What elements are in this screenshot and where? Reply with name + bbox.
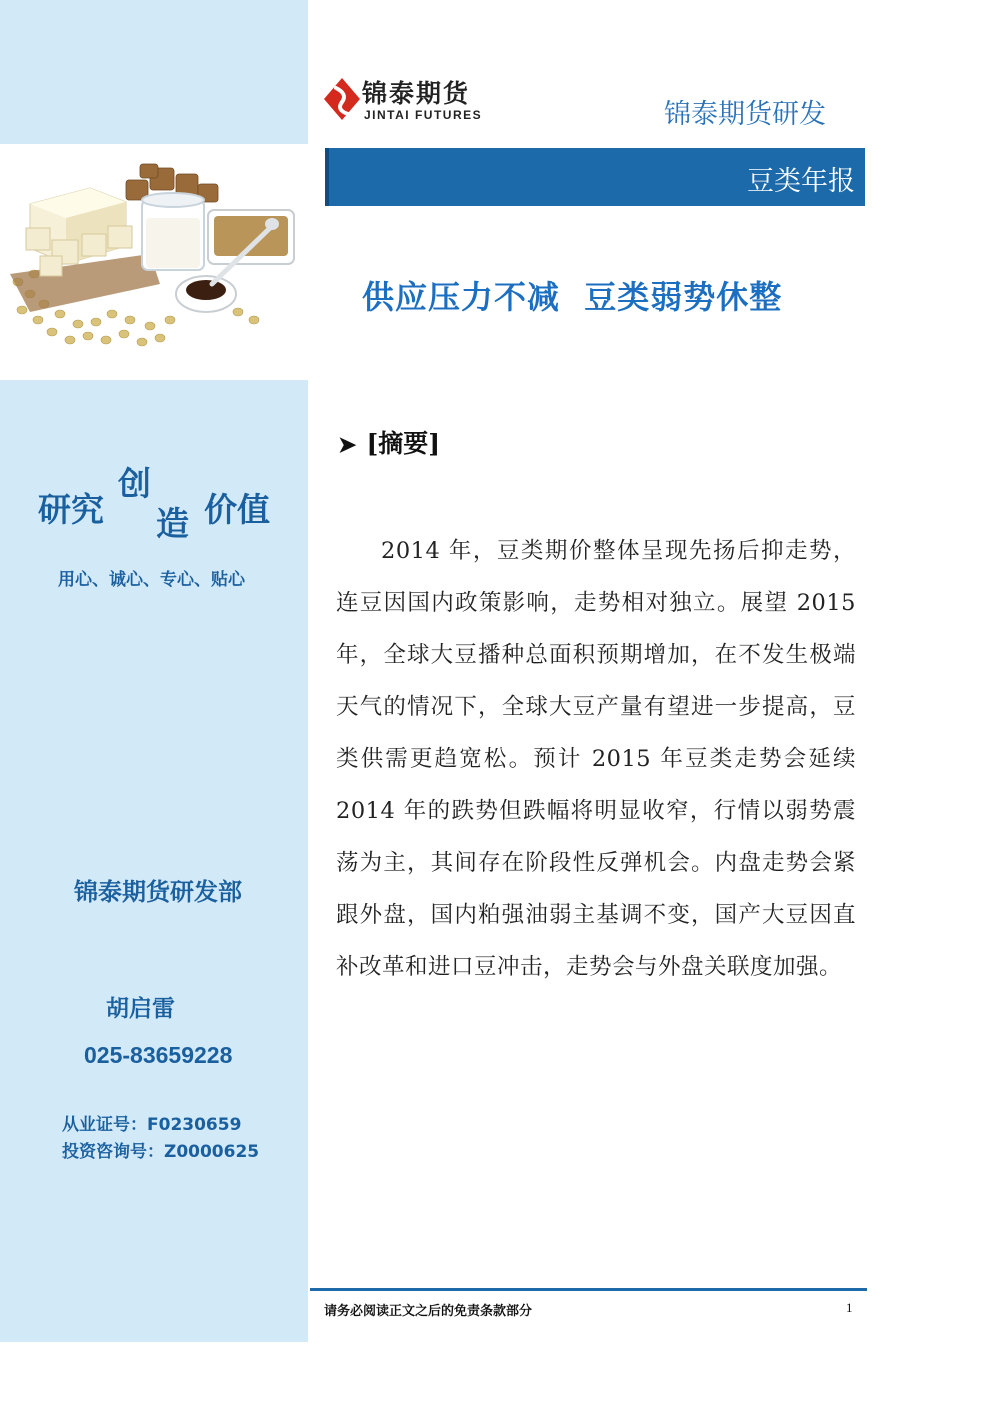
slogan-part: 创 <box>118 464 151 503</box>
phone-number: 025-83659228 <box>84 1042 233 1068</box>
banner-accent <box>325 148 329 206</box>
report-title: 供应压力不减 豆类弱势休整 <box>362 278 783 316</box>
report-type-banner <box>325 148 865 206</box>
company-logo <box>322 72 542 128</box>
consult-license-number: 投资咨询号：Z0000625 <box>62 1142 260 1162</box>
report-type: 豆类年报 <box>747 166 855 197</box>
sidebar-top-panel <box>0 0 308 144</box>
slogan-part: 造 <box>156 504 189 543</box>
slogan <box>38 458 298 543</box>
logo-english-text: JINTAI FUTURES <box>364 108 483 122</box>
author-name: 胡启雷 <box>106 996 175 1022</box>
footer-divider <box>310 1288 867 1291</box>
slogan-part: 研究 <box>38 490 104 529</box>
logo-chinese-text: 锦泰期货 <box>362 79 471 108</box>
abstract-heading-text: [摘要] <box>366 429 441 458</box>
arrow-bullet-icon: ➤ <box>338 432 357 458</box>
abstract-heading <box>338 424 440 460</box>
slogan-part: 价值 <box>204 490 270 529</box>
soy-products-photo <box>0 144 308 380</box>
brand-label: 锦泰期货研发 <box>664 99 826 130</box>
disclaimer-notice: 请务必阅读正文之后的免责条款部分 <box>324 1304 533 1319</box>
abstract-body: 2014 年，豆类期价整体呈现先扬后抑走势，连豆因国内政策影响，走势相对独立。展望 2015 年，全球大豆播种总面积预期增加，在不发生极端天气的情况下，全球大豆产量有望进一步提高，豆类供需更趋宽松。预计 2015 年豆类走势会延续 2014 年的跌势但跌幅将明显收窄，行情以弱势震荡为主，其间存在阶段性反弹机会。内盘走势会紧跟外盘，国内粕强油弱主基调不变，国产大豆因直补改革和进口豆冲击，走势会与外盘关联度加强。 <box>336 538 856 980</box>
license-number: 从业证号：F0230659 <box>62 1115 242 1135</box>
logo-mark-icon <box>322 76 362 122</box>
department-name: 锦泰期货研发部 <box>74 878 242 906</box>
motto: 用心、诚心、专心、贴心 <box>58 570 245 590</box>
page-number: 1 <box>846 1300 853 1315</box>
